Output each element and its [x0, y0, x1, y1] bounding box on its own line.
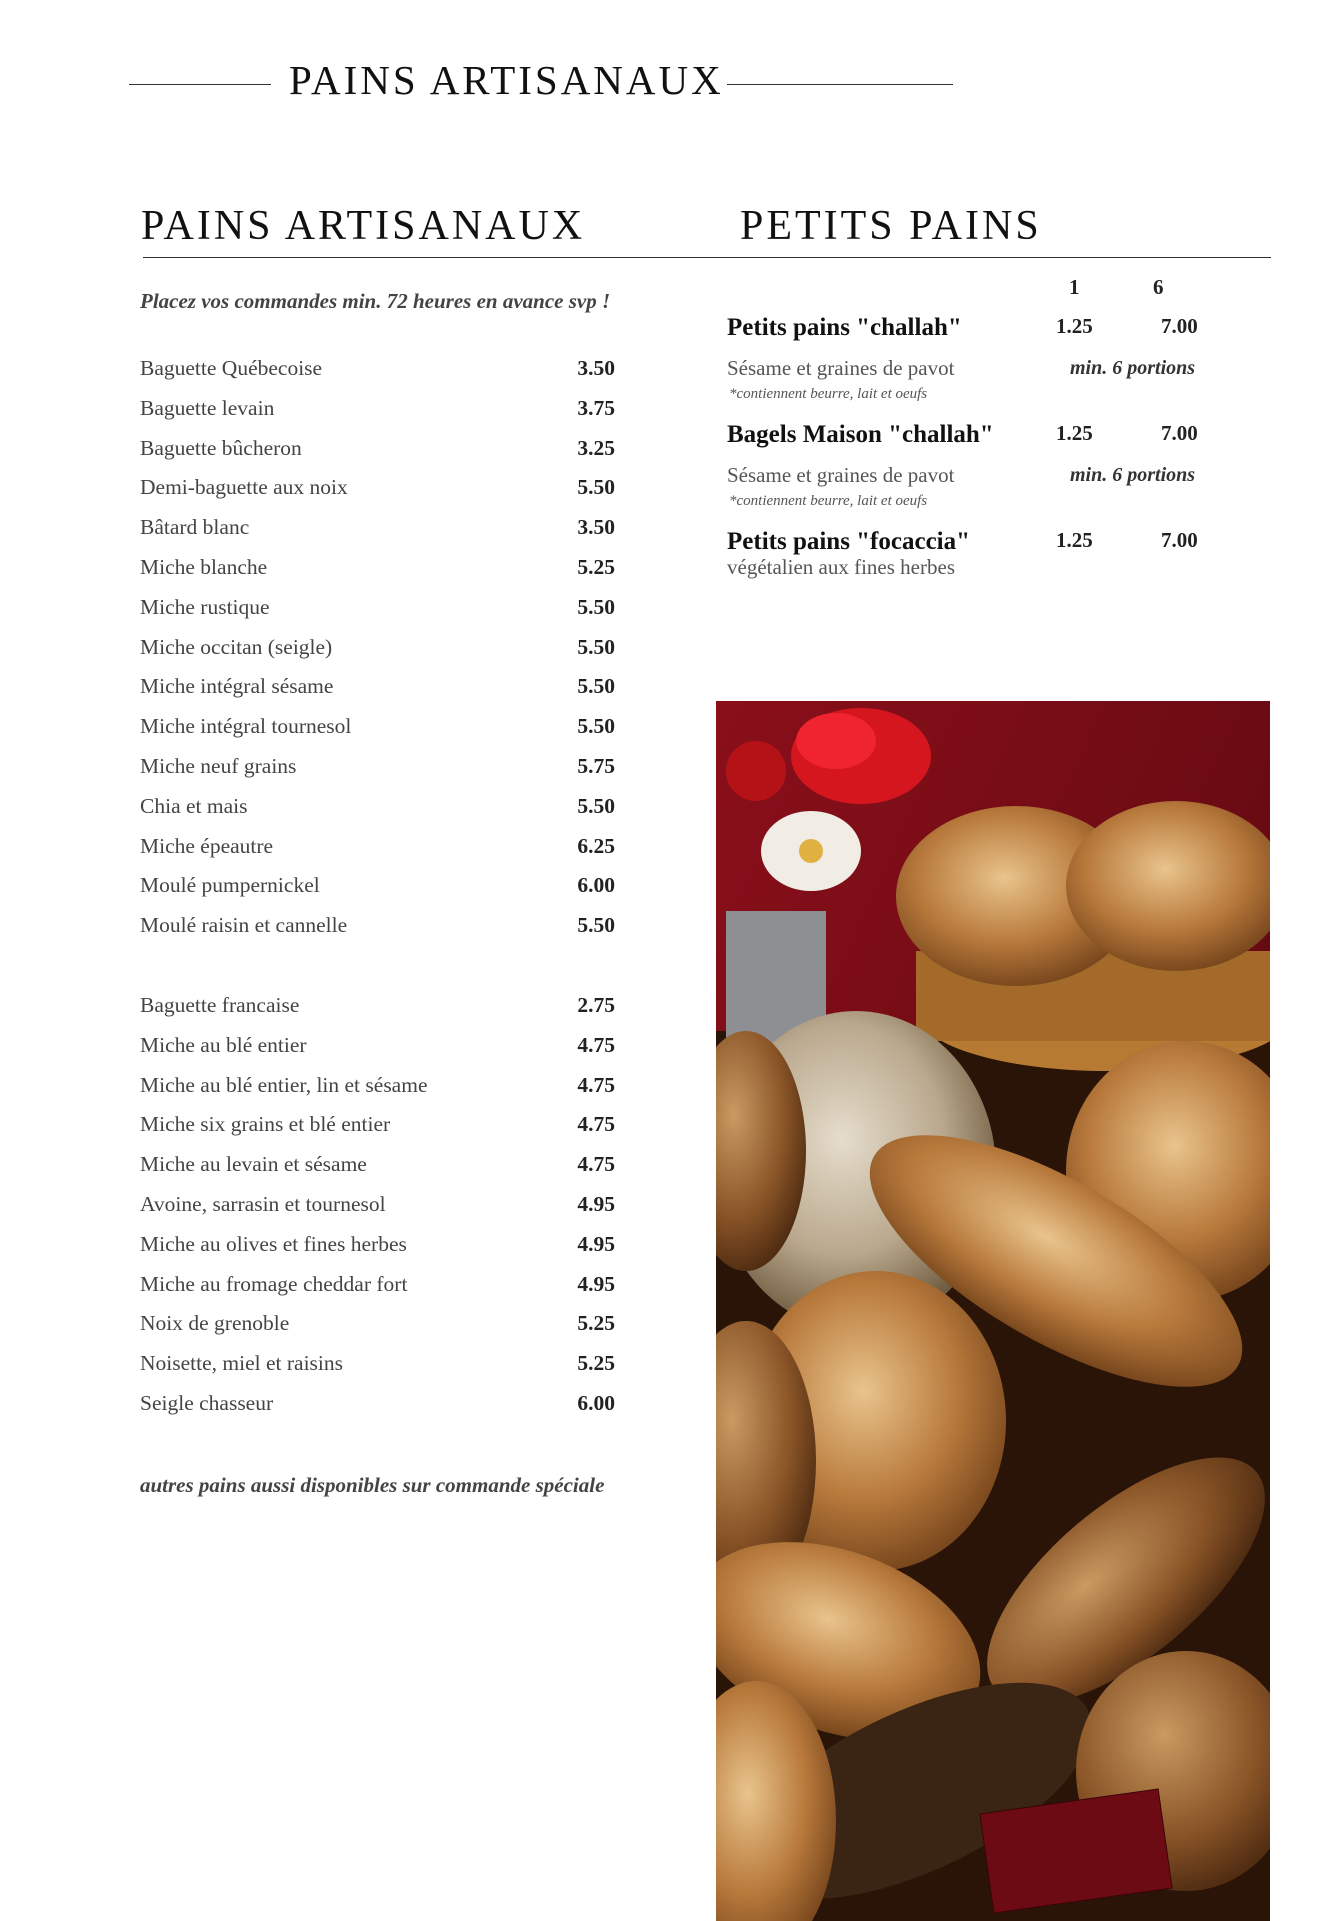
- item-price-six: 7.00: [1161, 528, 1198, 552]
- bread-name: Miche au blé entier: [140, 1032, 307, 1057]
- bread-name: Bâtard blanc: [140, 515, 250, 540]
- item-price-single: 1.25: [1056, 314, 1093, 338]
- bread-name: Miche au levain et sésame: [140, 1152, 367, 1177]
- bread-item: [140, 1033, 615, 1073]
- bread-name: Miche rustique: [140, 594, 270, 619]
- bread-list-primary: [140, 356, 615, 953]
- bread-price: 6.00: [577, 873, 615, 898]
- item-price-six: 7.00: [1161, 421, 1198, 445]
- bread-name: Miche au blé entier, lin et sésame: [140, 1072, 428, 1097]
- bread-item: [140, 555, 615, 595]
- bread-item: [140, 1073, 615, 1113]
- bread-name: Demi-baguette aux noix: [140, 475, 348, 500]
- bread-item: [140, 356, 615, 396]
- header-rule-right: [727, 84, 953, 85]
- bread-item: [140, 1351, 615, 1391]
- bread-price: 3.50: [577, 356, 615, 380]
- bread-price: 5.50: [577, 793, 615, 818]
- bread-item: [140, 1152, 615, 1192]
- bread-price: 5.50: [577, 594, 615, 619]
- bread-item: [140, 834, 615, 874]
- bread-name: Avoine, sarrasin et tournesol: [140, 1191, 386, 1216]
- bread-price: 5.50: [577, 475, 615, 500]
- bread-name: Miche épeautre: [140, 833, 274, 858]
- bread-price: 5.25: [577, 1311, 615, 1336]
- section-divider: [143, 257, 1271, 258]
- bread-price: 5.50: [577, 714, 615, 739]
- bread-list-secondary: [140, 993, 615, 1431]
- bread-price: 5.50: [577, 913, 615, 938]
- petits-pains-heading: PETITS PAINS: [740, 203, 1042, 249]
- item-description: Sésame et graines de pavot: [727, 356, 955, 380]
- special-order-note: autres pains aussi disponibles sur commande spéciale: [140, 1473, 605, 1497]
- bread-item: [140, 1272, 615, 1312]
- bread-name: Baguette Québecoise: [140, 356, 323, 380]
- bread-price: 4.75: [577, 1152, 615, 1177]
- bread-name: Miche neuf grains: [140, 753, 297, 778]
- item-minimum: min. 6 portions: [1070, 357, 1196, 379]
- bread-price: 4.75: [577, 1112, 615, 1137]
- bread-item: [140, 436, 615, 476]
- bread-name: Baguette bûcheron: [140, 435, 302, 460]
- bread-item: [140, 993, 615, 1033]
- bread-price: 3.25: [577, 435, 615, 460]
- bread-name: Baguette francaise: [140, 993, 300, 1017]
- bread-basket: [896, 801, 1270, 1071]
- bread-price: 3.50: [577, 515, 615, 540]
- bread-item: [140, 714, 615, 754]
- bread-item: [140, 913, 615, 953]
- bread-price: 5.50: [577, 674, 615, 699]
- bread-name: Baguette levain: [140, 395, 275, 420]
- item-minimum: min. 6 portions: [1070, 464, 1196, 486]
- bread-name: Moulé pumpernickel: [140, 873, 320, 898]
- item-description: végétalien aux fines herbes: [727, 555, 955, 579]
- bread-price: 4.75: [577, 1032, 615, 1057]
- item-name: Petits pains "challah": [727, 314, 962, 341]
- bread-item: [140, 635, 615, 675]
- bread-item: [140, 1112, 615, 1152]
- bread-name: Miche occitan (seigle): [140, 634, 333, 659]
- bread-price: 4.75: [577, 1072, 615, 1097]
- bread-name: Miche blanche: [140, 554, 268, 579]
- bread-item: [140, 754, 615, 794]
- bread-name: Noix de grenoble: [140, 1311, 290, 1336]
- bread-name: Seigle chasseur: [140, 1390, 274, 1415]
- item-price-six: 7.00: [1161, 314, 1198, 338]
- bread-price: 5.75: [577, 753, 615, 778]
- bread-photo: [716, 701, 1270, 1921]
- bread-price: 5.25: [577, 1351, 615, 1376]
- bread-item: [140, 674, 615, 714]
- bread-item: [140, 475, 615, 515]
- bread-price: 5.25: [577, 554, 615, 579]
- item-name: Bagels Maison "challah": [727, 421, 994, 448]
- bread-item: [140, 1311, 615, 1351]
- top-header: [0, 56, 1334, 106]
- bread-price: 2.75: [577, 993, 615, 1017]
- bread-name: Miche au olives et fines herbes: [140, 1231, 407, 1256]
- pains-artisanaux-heading: PAINS ARTISANAUX: [141, 203, 586, 249]
- item-allergen-note: *contiennent beurre, lait et oeufs: [729, 386, 928, 402]
- item-price-single: 1.25: [1056, 421, 1093, 445]
- bread-name: Noisette, miel et raisins: [140, 1351, 344, 1376]
- bread-price: 4.95: [577, 1231, 615, 1256]
- bread-name: Moulé raisin et cannelle: [140, 913, 348, 938]
- bread-item: [140, 515, 615, 555]
- bread-name: Chia et mais: [140, 793, 248, 818]
- bread-price: 6.00: [577, 1390, 615, 1415]
- bread-item: [140, 873, 615, 913]
- item-allergen-note: *contiennent beurre, lait et oeufs: [729, 493, 928, 509]
- bread-item: [140, 595, 615, 635]
- bread-item: [140, 1192, 615, 1232]
- bread-price: 6.25: [577, 833, 615, 858]
- bread-name: Miche intégral tournesol: [140, 714, 352, 739]
- bread-item: [140, 1391, 615, 1431]
- column-header-6: 6: [1153, 275, 1164, 299]
- bread-price: 3.75: [577, 395, 615, 420]
- column-header-1: 1: [1069, 275, 1080, 299]
- item-price-single: 1.25: [1056, 528, 1093, 552]
- bread-name: Miche intégral sésame: [140, 674, 334, 699]
- order-note: Placez vos commandes min. 72 heures en avance svp !: [140, 289, 611, 313]
- bread-name: Miche six grains et blé entier: [140, 1112, 391, 1137]
- header-rule-left: [129, 84, 271, 85]
- item-description: Sésame et graines de pavot: [727, 463, 955, 487]
- bread-item: [140, 794, 615, 834]
- bread-price: 5.50: [577, 634, 615, 659]
- item-name: Petits pains "focaccia": [727, 528, 970, 555]
- bread-price: 4.95: [577, 1191, 615, 1216]
- bread-price: 4.95: [577, 1271, 615, 1296]
- bread-name: Miche au fromage cheddar fort: [140, 1271, 408, 1296]
- top-header-title: PAINS ARTISANAUX: [289, 57, 724, 103]
- bread-item: [140, 396, 615, 436]
- bread-item: [140, 1232, 615, 1272]
